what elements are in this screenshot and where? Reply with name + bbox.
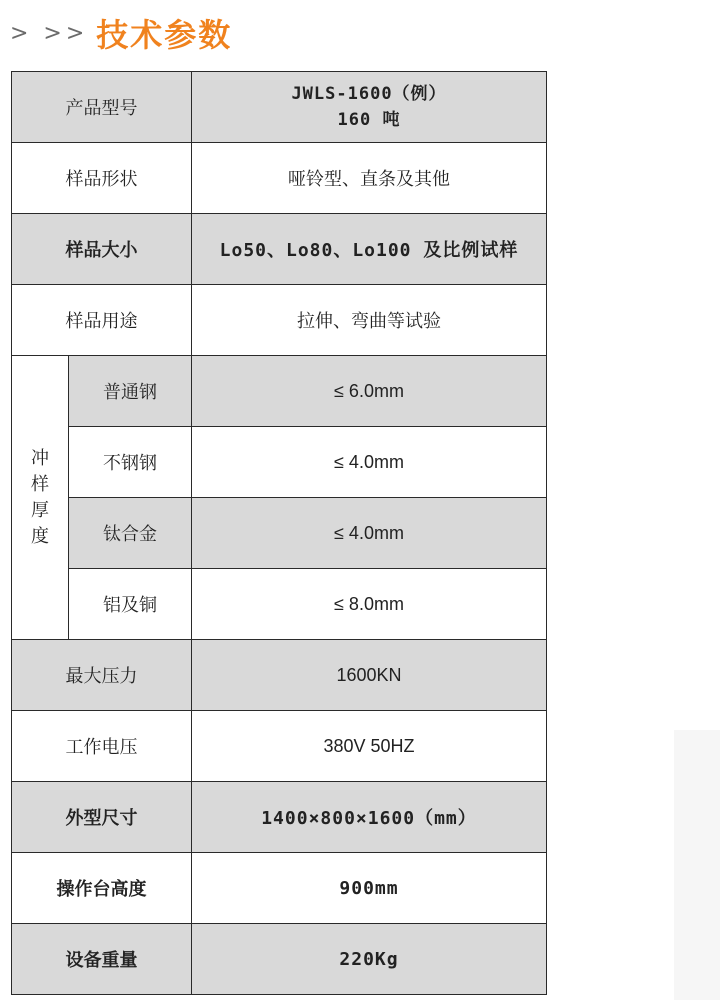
voltage-label: 工作电压 [12, 711, 192, 782]
shape-value: 哑铃型、直条及其他 [192, 143, 547, 214]
thickness-label-char: 样 [31, 473, 49, 495]
spec-table [11, 71, 547, 995]
table-row [12, 285, 547, 356]
thickness-label-char: 冲 [31, 447, 49, 469]
background-ghost-panel [674, 730, 720, 1000]
table-row [12, 640, 547, 711]
table-row [12, 711, 547, 782]
material-label: 普通钢 [69, 356, 192, 427]
table-row [12, 356, 547, 427]
model-value [192, 72, 547, 143]
size-label: 样品大小 [12, 214, 192, 285]
breadcrumb-arrows: > >> [10, 20, 89, 46]
table-row [12, 143, 547, 214]
table-row [12, 782, 547, 853]
table-row [12, 569, 547, 640]
usage-label: 样品用途 [12, 285, 192, 356]
table-row [12, 853, 547, 924]
table-height-value: 900mm [192, 853, 547, 924]
material-label: 不钢钢 [69, 427, 192, 498]
material-value: ≤ 6.0mm [192, 356, 547, 427]
weight-value: 220Kg [192, 924, 547, 995]
material-label: 钛合金 [69, 498, 192, 569]
section-title: 技术参数 [96, 16, 233, 54]
shape-label: 样品形状 [12, 143, 192, 214]
material-value: ≤ 4.0mm [192, 427, 547, 498]
material-value: ≤ 4.0mm [192, 498, 547, 569]
weight-label: 设备重量 [12, 924, 192, 995]
model-label: 产品型号 [12, 72, 192, 143]
thickness-group-label [12, 356, 69, 640]
usage-value: 拉伸、弯曲等试验 [192, 285, 547, 356]
material-value: ≤ 8.0mm [192, 569, 547, 640]
model-number: JWLS-1600（例） [291, 84, 447, 104]
max-pressure-label: 最大压力 [12, 640, 192, 711]
dimensions-label: 外型尺寸 [12, 782, 192, 853]
thickness-label-char: 度 [31, 525, 49, 547]
table-row [12, 924, 547, 995]
model-tonnage: 160 吨 [337, 110, 401, 130]
table-row [12, 427, 547, 498]
table-row [12, 498, 547, 569]
dimensions-value: 1400×800×1600（mm） [192, 782, 547, 853]
material-label: 铝及铜 [69, 569, 192, 640]
table-row [12, 72, 547, 143]
voltage-value: 380V 50HZ [192, 711, 547, 782]
size-value: Lo50、Lo80、Lo100 及比例试样 [192, 214, 547, 285]
thickness-label-char: 厚 [31, 499, 49, 521]
table-height-label: 操作台高度 [12, 853, 192, 924]
section-header [10, 8, 232, 58]
table-row [12, 214, 547, 285]
max-pressure-value: 1600KN [192, 640, 547, 711]
